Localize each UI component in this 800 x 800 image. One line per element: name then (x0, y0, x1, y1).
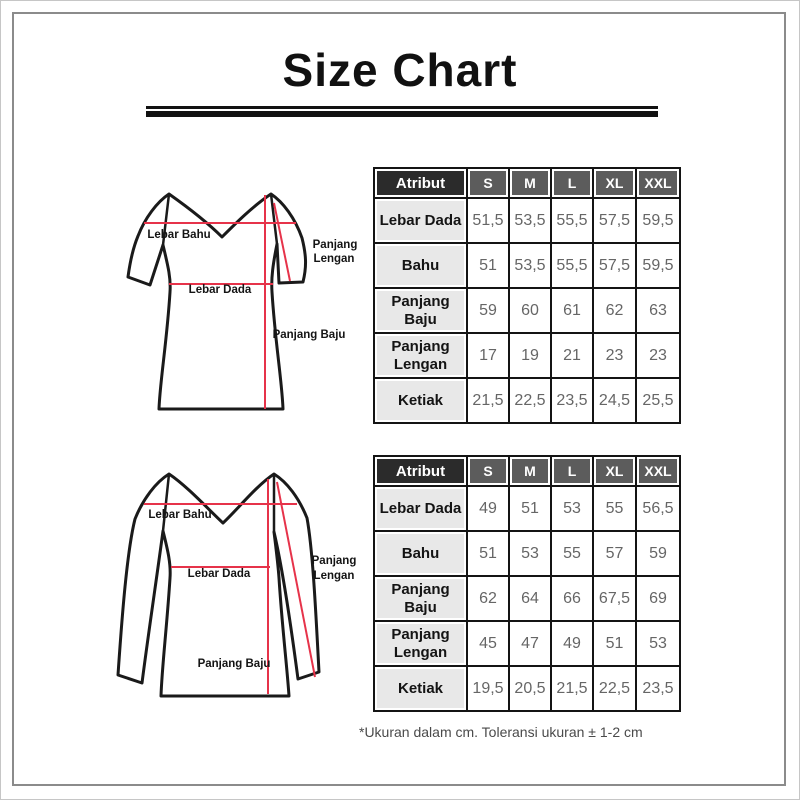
row-label: Bahu (374, 243, 467, 288)
column-header-s: S (467, 168, 509, 198)
size-value: 69 (636, 576, 680, 621)
size-value: 57,5 (593, 243, 636, 288)
column-header-atribut: Atribut (374, 168, 467, 198)
title-underline-thin (146, 106, 658, 109)
table-row (374, 666, 680, 711)
size-value: 59 (467, 288, 509, 333)
size-value: 51 (467, 531, 509, 576)
column-header-l: L (551, 456, 593, 486)
row-label: Ketiak (374, 666, 467, 711)
table-row (374, 621, 680, 666)
row-label: Panjang Baju (374, 288, 467, 333)
size-value: 24,5 (593, 378, 636, 423)
label-panjang-baju: Panjang Baju (197, 658, 271, 670)
table-header-row (374, 168, 680, 198)
size-value: 53 (509, 531, 551, 576)
size-value: 25,5 (636, 378, 680, 423)
size-value: 51 (593, 621, 636, 666)
column-header-l: L (551, 168, 593, 198)
size-value: 21,5 (467, 378, 509, 423)
table-header-row (374, 456, 680, 486)
title-underline-thick (146, 111, 658, 117)
size-value: 53,5 (509, 198, 551, 243)
size-value: 55 (551, 531, 593, 576)
size-value: 59,5 (636, 243, 680, 288)
column-header-xxl: XXL (636, 168, 680, 198)
size-value: 62 (593, 288, 636, 333)
size-value: 59 (636, 531, 680, 576)
column-header-m: M (509, 168, 551, 198)
row-label: Bahu (374, 531, 467, 576)
table-row (374, 486, 680, 531)
size-value: 66 (551, 576, 593, 621)
size-value: 62 (467, 576, 509, 621)
label-lebar-bahu: Lebar Bahu (148, 509, 212, 521)
label-lebar-dada: Lebar Dada (187, 568, 251, 580)
size-value: 19 (509, 333, 551, 378)
row-label: Panjang Baju (374, 576, 467, 621)
row-label: Panjang Lengan (374, 333, 467, 378)
size-value: 51 (509, 486, 551, 531)
table-row (374, 576, 680, 621)
table-row (374, 243, 680, 288)
column-header-xl: XL (593, 168, 636, 198)
size-table-long-sleeve (373, 455, 681, 712)
label-panjang-lengan-2: Lengan (313, 570, 355, 582)
size-value: 57 (593, 531, 636, 576)
table-row (374, 531, 680, 576)
long-sleeve-shirt-diagram (101, 456, 371, 741)
size-value: 55,5 (551, 243, 593, 288)
size-value: 57,5 (593, 198, 636, 243)
footnote: *Ukuran dalam cm. Toleransi ukuran ± 1-2 cm (359, 724, 643, 740)
size-value: 55,5 (551, 198, 593, 243)
table-row (374, 333, 680, 378)
size-value: 49 (467, 486, 509, 531)
size-value: 19,5 (467, 666, 509, 711)
column-header-xl: XL (593, 456, 636, 486)
size-value: 49 (551, 621, 593, 666)
label-lebar-bahu: Lebar Bahu (147, 229, 211, 241)
column-header-s: S (467, 456, 509, 486)
row-label: Lebar Dada (374, 198, 467, 243)
size-value: 17 (467, 333, 509, 378)
column-header-atribut: Atribut (374, 456, 467, 486)
size-value: 23,5 (551, 378, 593, 423)
size-value: 56,5 (636, 486, 680, 531)
size-value: 22,5 (509, 378, 551, 423)
table-row (374, 198, 680, 243)
row-label: Panjang Lengan (374, 621, 467, 666)
size-value: 21,5 (551, 666, 593, 711)
short-sleeve-shirt-diagram (101, 166, 371, 436)
size-value: 23 (636, 333, 680, 378)
size-value: 51 (467, 243, 509, 288)
size-value: 67,5 (593, 576, 636, 621)
size-value: 53 (551, 486, 593, 531)
label-lebar-dada: Lebar Dada (188, 284, 252, 296)
size-value: 59,5 (636, 198, 680, 243)
size-value: 55 (593, 486, 636, 531)
size-table-short-sleeve (373, 167, 681, 424)
size-value: 51,5 (467, 198, 509, 243)
column-header-xxl: XXL (636, 456, 680, 486)
page-title: Size Chart (282, 44, 518, 96)
size-value: 64 (509, 576, 551, 621)
size-value: 53,5 (509, 243, 551, 288)
size-value: 45 (467, 621, 509, 666)
size-value: 60 (509, 288, 551, 333)
label-panjang-lengan-1: Panjang (311, 555, 357, 567)
size-value: 63 (636, 288, 680, 333)
row-label: Ketiak (374, 378, 467, 423)
label-panjang-baju: Panjang Baju (272, 329, 346, 341)
row-label: Lebar Dada (374, 486, 467, 531)
table-row (374, 378, 680, 423)
size-value: 23,5 (636, 666, 680, 711)
label-panjang-lengan-2: Lengan (313, 253, 355, 265)
size-value: 21 (551, 333, 593, 378)
size-value: 53 (636, 621, 680, 666)
size-value: 23 (593, 333, 636, 378)
column-header-m: M (509, 456, 551, 486)
size-value: 22,5 (593, 666, 636, 711)
size-value: 61 (551, 288, 593, 333)
size-value: 20,5 (509, 666, 551, 711)
table-row (374, 288, 680, 333)
label-panjang-lengan-1: Panjang (312, 239, 358, 251)
size-value: 47 (509, 621, 551, 666)
